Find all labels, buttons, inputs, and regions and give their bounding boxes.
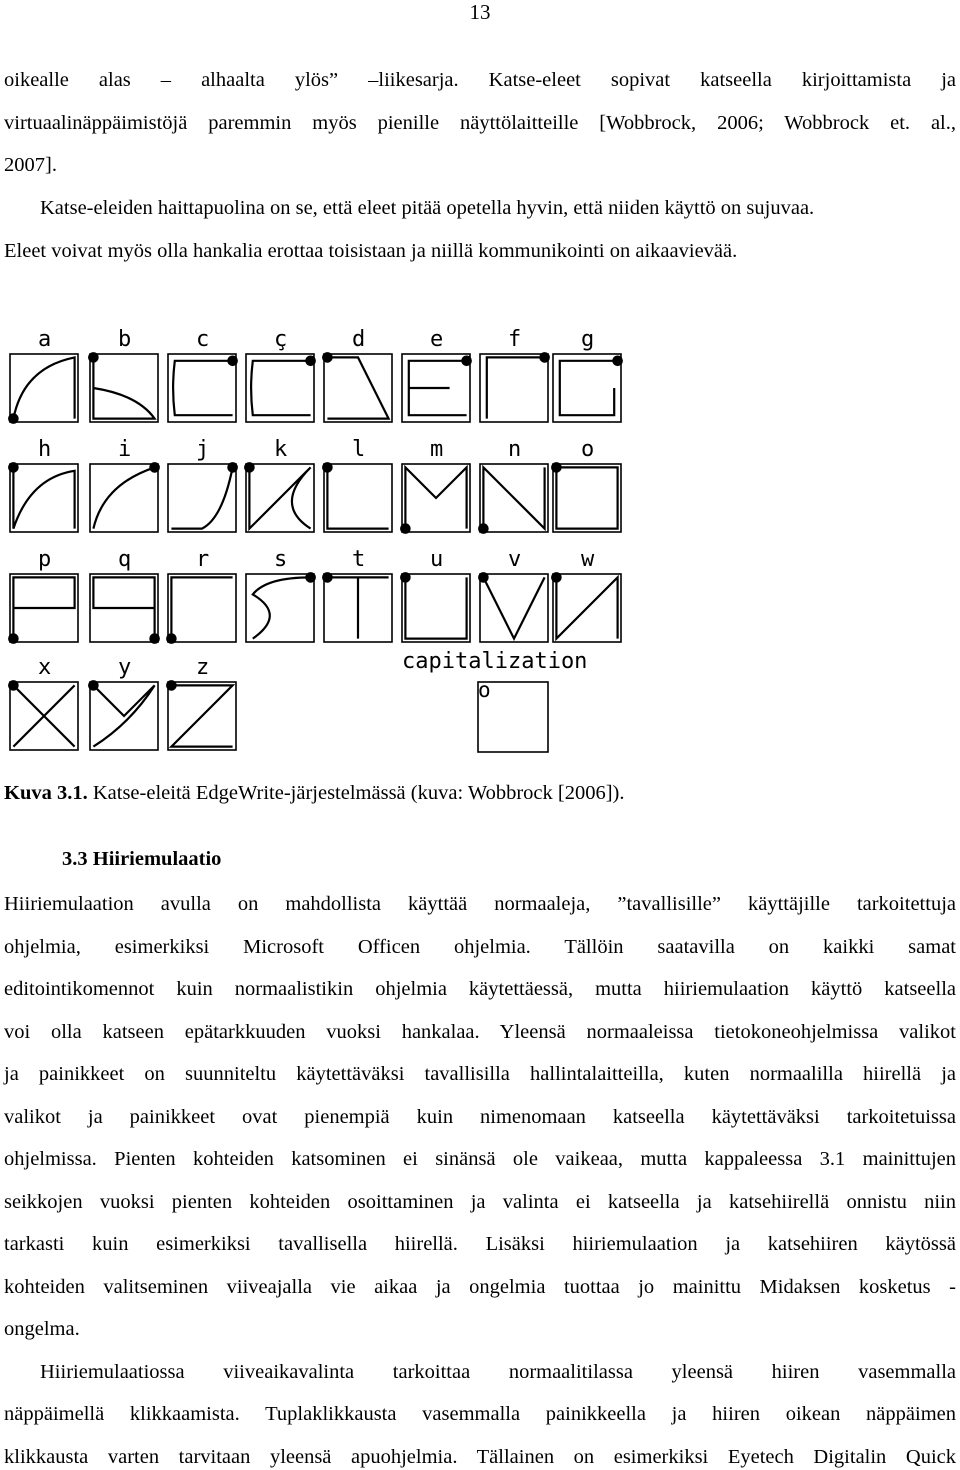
glyph-start-dot <box>228 463 237 472</box>
glyph-letter: b <box>118 327 132 352</box>
body-line-13: näppäimellä klikkaamista. Tuplaklikkausta vasemmalla painikkeella ja hiiren oikean näppäimen <box>4 1403 956 1425</box>
glyph-box <box>480 354 548 422</box>
glyph-letter: t <box>352 547 366 572</box>
glyph-stroke <box>171 467 232 528</box>
glyph-start-dot <box>552 573 561 582</box>
glyph-letter: i <box>118 437 132 462</box>
glyph-box <box>168 354 236 422</box>
body-line-3: editointikomennot kuin normaalistikin ohjelmia käytettäessä, mutta hiiriemulaation käyttö katseella <box>4 978 956 1000</box>
body-line-10: kohteiden valitseminen viiveajalla vie aikaa ja ongelmia tuottaa jo mainittu Midaksen kosketus - <box>4 1276 956 1298</box>
glyph-stroke <box>13 467 74 528</box>
glyph-stroke <box>327 467 388 528</box>
glyph-box <box>90 464 158 532</box>
glyph-stroke <box>405 467 466 528</box>
body-line-4: voi olla katseen epätarkkuuden vuoksi hankalaa. Yleensä normaaleissa tietokoneohjelmissa valikot <box>4 1021 956 1043</box>
glyph-letter: l <box>352 437 366 462</box>
glyph-letter: q <box>118 547 132 572</box>
glyph-start-dot <box>9 463 18 472</box>
glyph-box <box>10 464 78 532</box>
body-line-12: Hiiriemulaatiossa viiveaikavalinta tarkoittaa normaalitilassa yleensä hiiren vasemmalla <box>40 1361 956 1383</box>
glyph-stroke <box>327 577 388 638</box>
glyph-box <box>324 354 392 422</box>
glyph-start-dot <box>552 463 561 472</box>
glyph-box <box>246 354 314 422</box>
glyph-start-dot <box>540 353 549 362</box>
glyph-start-dot <box>479 524 488 533</box>
glyph-stroke <box>173 361 233 415</box>
glyph-stroke <box>483 577 544 638</box>
glyph-letter: v <box>508 547 522 572</box>
glyph-letter: g <box>581 327 595 352</box>
glyph-letter: d <box>352 327 366 352</box>
glyph-start-dot <box>228 356 237 365</box>
caption-label: Kuva 3.1. <box>4 782 88 804</box>
glyph-box <box>246 574 314 642</box>
glyph-box <box>10 354 78 422</box>
glyph-stroke <box>405 577 466 638</box>
glyph-letter: ç <box>274 327 288 352</box>
glyph-box <box>402 574 470 642</box>
glyph-start-dot <box>306 573 315 582</box>
glyph-letter: x <box>38 655 52 680</box>
intro-line-3: 2007]. <box>4 154 57 176</box>
glyph-start-dot <box>401 524 410 533</box>
glyph-start-dot <box>89 353 98 362</box>
glyph-start-dot <box>245 463 254 472</box>
glyph-start-dot <box>323 353 332 362</box>
glyph-start-dot <box>323 573 332 582</box>
glyph-letter: m <box>430 437 444 462</box>
capitalization-label: capitalization <box>402 649 588 674</box>
glyph-letter: o <box>581 437 595 462</box>
glyph-letter: j <box>196 437 210 462</box>
glyph-letter: y <box>118 655 132 680</box>
glyph-box <box>553 464 621 532</box>
glyph-box <box>324 464 392 532</box>
glyph-stroke <box>556 467 617 528</box>
glyph-start-dot <box>323 463 332 472</box>
glyph-letter: k <box>274 437 288 462</box>
intro-line-4: Katse-eleiden haittapuolina on se, että eleet pitää opetella hyvin, että niiden käyttö on sujuvaa. <box>40 197 815 219</box>
glyph-letter: n <box>508 437 522 462</box>
glyph-stroke <box>253 577 311 638</box>
glyph-stroke <box>249 467 310 528</box>
glyph-start-dot <box>462 356 471 365</box>
glyph-stroke <box>13 577 74 638</box>
glyph-stroke <box>327 357 388 418</box>
glyph-stroke <box>483 467 544 528</box>
glyph-letter: e <box>430 327 444 352</box>
glyph-letter: w <box>581 547 595 572</box>
caption-text: Katse-eleitä EdgeWrite-järjestelmässä (kuva: Wobbrock [2006]). <box>87 782 625 804</box>
body-line-2: ohjelmia, esimerkiksi Microsoft Officen ohjelmia. Tällöin saatavilla on kaikki samat <box>4 936 956 958</box>
glyph-start-dot <box>9 414 18 423</box>
glyph-start-dot <box>167 634 176 643</box>
glyph-letter: r <box>196 547 210 572</box>
intro-line-5: Eleet voivat myös olla hankalia erottaa toisistaan ja niillä kommunikointi on aikaavievää. <box>4 240 738 262</box>
glyph-letter: f <box>508 327 522 352</box>
glyph-stroke <box>409 361 467 415</box>
page-number: 13 <box>469 0 491 24</box>
glyph-start-dot <box>613 356 622 365</box>
glyph-stroke <box>171 577 232 638</box>
body-line-7: ohjelmissa. Pienten kohteiden katsominen ei sinänsä ole vaikeaa, mutta kappaleessa 3.1 mainittujen <box>4 1148 956 1170</box>
glyph-start-dot <box>167 681 176 690</box>
glyph-stroke <box>13 357 74 418</box>
edgewrite-figure <box>0 318 640 758</box>
glyph-start-dot <box>9 681 18 690</box>
body-line-6: valikot ja painikkeet ovat pienempiä kuin nimenomaan katseella käytettäväksi tarkoitetuissa <box>4 1106 956 1128</box>
glyph-start-dot <box>9 634 18 643</box>
glyph-stroke <box>251 361 311 415</box>
body-line-5: ja painikkeet on suunniteltu käytettäväksi tavallisilla hallintalaitteilla, kuten normaalilla hiirellä ja <box>4 1063 956 1085</box>
body-line-1: Hiiriemulaation avulla on mahdollista käyttää normaaleja, ”tavallisille” käyttäjille tarkoitettuja <box>4 893 956 915</box>
glyph-box <box>553 354 621 422</box>
body-line-9: tarkasti kuin esimerkiksi tavallisella hiirellä. Lisäksi hiiriemulaation ja katsehiiren käytössä <box>4 1233 956 1255</box>
body-line-8: seikkojen vuoksi pienten kohteiden osoittaminen ja valinta ei katseella ja katsehiirellä onnistu niin <box>4 1191 956 1213</box>
glyph-letter: z <box>196 655 210 680</box>
glyph-stroke <box>171 685 232 746</box>
glyph-stroke <box>560 361 618 415</box>
body-line-11: ongelma. <box>4 1318 80 1340</box>
glyph-stroke <box>93 357 154 418</box>
glyph-letter: p <box>38 547 52 572</box>
section-heading: 3.3 Hiiriemulaatio <box>62 848 222 870</box>
glyph-start-dot <box>150 634 159 643</box>
glyph-letter: a <box>38 327 52 352</box>
glyph-letter: c <box>196 327 210 352</box>
glyph-box <box>168 464 236 532</box>
figure-caption <box>4 780 625 806</box>
capitalization-symbol: o <box>478 678 491 702</box>
glyph-start-dot <box>306 356 315 365</box>
glyph-box <box>480 574 548 642</box>
glyph-start-dot <box>150 463 159 472</box>
glyph-start-dot <box>401 573 410 582</box>
glyph-box <box>168 574 236 642</box>
glyph-stroke <box>13 685 74 746</box>
glyph-stroke <box>487 357 545 418</box>
glyph-letter: u <box>430 547 444 572</box>
glyph-stroke <box>556 577 617 638</box>
body-line-14: klikkausta varten tarvitaan yleensä apuohjelmia. Tällainen on esimerkiksi Eyetech Digitalin Quick <box>4 1446 956 1468</box>
glyph-stroke <box>93 685 154 746</box>
intro-line-1: oikealle alas – alhaalta ylös” –liikesarja. Katse-eleet sopivat katseella kirjoittamista ja <box>4 69 956 91</box>
glyph-letter: h <box>38 437 52 462</box>
glyph-start-dot <box>479 573 488 582</box>
glyph-letter: s <box>274 547 288 572</box>
glyph-stroke <box>93 577 154 638</box>
glyph-start-dot <box>89 681 98 690</box>
intro-line-2: virtuaalinäppäimistöjä paremmin myös pienille näyttölaitteille [Wobbrock, 2006; Wobbrock et. al., <box>4 112 956 134</box>
glyph-stroke <box>93 467 154 528</box>
